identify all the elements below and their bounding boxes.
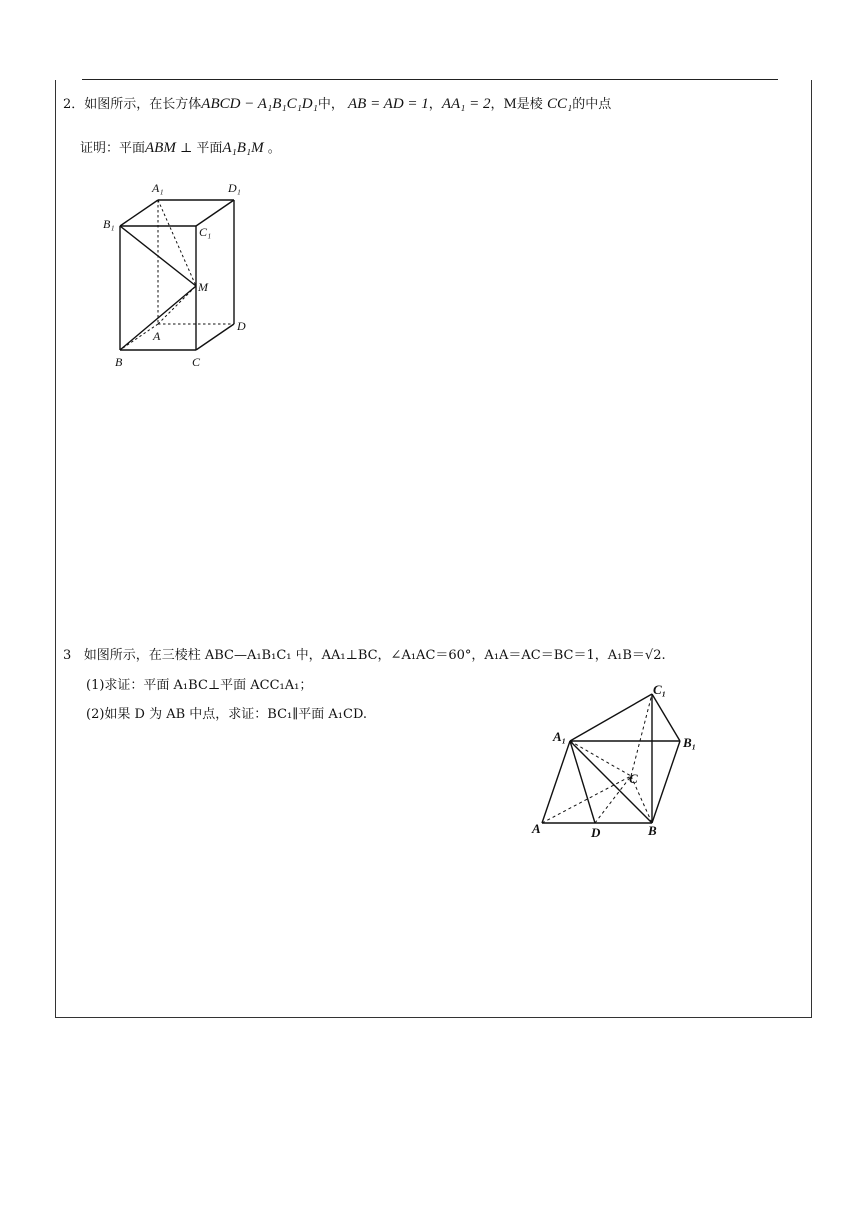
cuboid-figure [100, 178, 260, 373]
label-d1: D₁ [228, 181, 241, 195]
cuboid-name: ABCD − A₁B₁C₁D₁ [201, 96, 318, 112]
problem2-m-text: M是棱 [503, 97, 543, 112]
problem3-part1: (1)求证：平面 A₁BC⊥平面 ACC₁A₁； [86, 678, 313, 693]
plane-abm: ABM [145, 140, 176, 156]
label-b: B [648, 823, 657, 838]
comma: ， [428, 97, 442, 112]
plane-a1b1m: A₁B₁M [222, 140, 264, 156]
label-d: D [237, 319, 246, 333]
condition-aa1: AA₁ = 2 [441, 96, 491, 112]
problem2-midpoint-text: 的中点 [572, 97, 612, 112]
label-c1: C₁ [653, 682, 667, 697]
label-m: M [198, 280, 208, 294]
problem2-number: 2． [63, 97, 85, 112]
problem2-proof-line [80, 139, 281, 158]
label-a: A [153, 329, 161, 343]
comma: ， [490, 97, 504, 112]
label-b1: B₁ [103, 217, 115, 231]
label-b: B [115, 355, 123, 369]
problem2-zhong: 中， [317, 97, 344, 112]
problem3-number: 3 [63, 648, 72, 663]
label-d: D [591, 825, 601, 840]
plane-word: 平面 [196, 141, 223, 156]
label-a1: A₁ [553, 729, 567, 744]
label-a1: A₁ [152, 181, 164, 195]
edge-cc1: CC₁ [546, 96, 573, 112]
proof-prefix: 证明：平面 [80, 141, 146, 156]
period: 。 [267, 141, 281, 156]
label-c1: C₁ [199, 225, 212, 239]
problem2-statement [63, 95, 611, 114]
label-c: C [192, 355, 201, 369]
prism-figure [525, 650, 710, 845]
label-a: A [532, 821, 541, 836]
condition-ab-ad: AB = AD = 1 [348, 96, 429, 112]
problem2-stem-prefix: 如图所示，在长方体 [84, 97, 202, 112]
perp-symbol: ⊥ [179, 141, 193, 156]
problem3-stem: 如图所示，在三棱柱 ABC—A₁B₁C₁ 中，AA₁⊥BC，∠A₁AC＝60°，A₁A＝AC＝BC＝1，A₁B＝√2. [83, 648, 666, 663]
label-b1: B₁ [683, 735, 697, 750]
label-c: C [629, 771, 638, 786]
problem3-part2: (2)如果 D 为 AB 中点，求证：BC₁∥平面 A₁CD. [86, 707, 368, 722]
